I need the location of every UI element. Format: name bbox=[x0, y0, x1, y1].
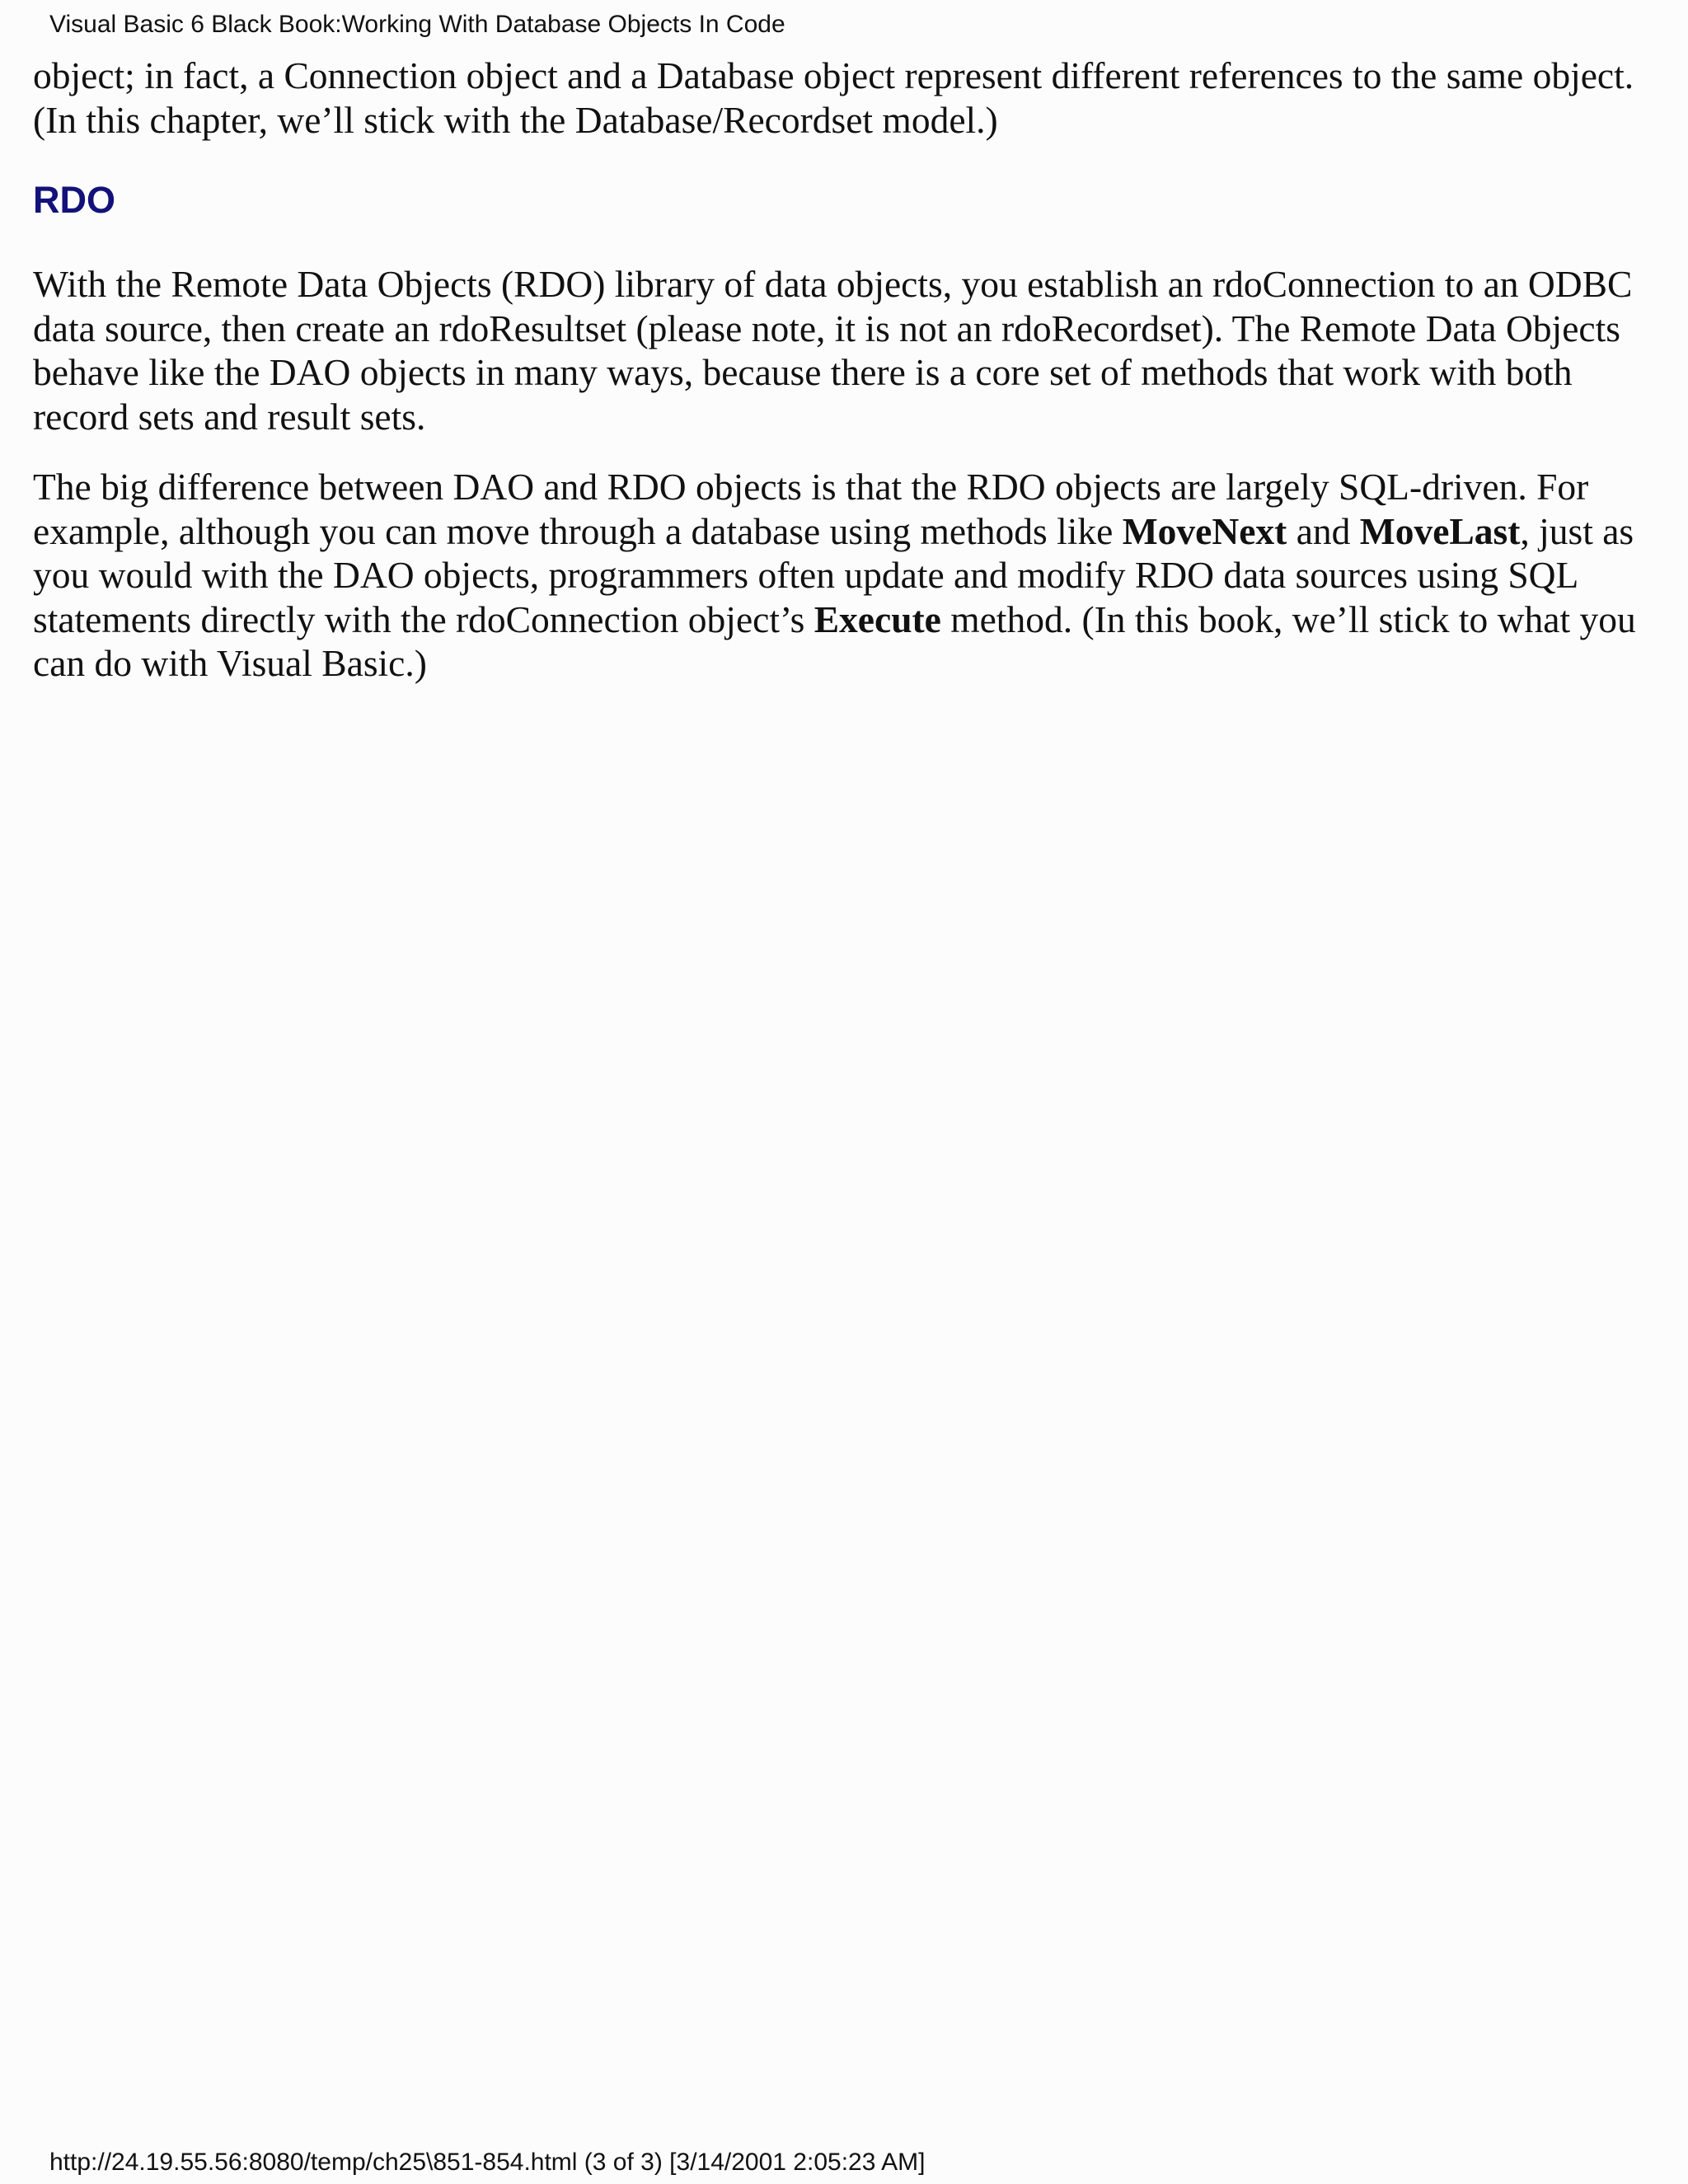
page-header: Visual Basic 6 Black Book:Working With Database Objects In Code bbox=[49, 11, 785, 38]
section-heading-rdo: RDO bbox=[33, 179, 115, 221]
rdo-paragraph-2-text-4: method. (In this book, we’ll stick to what you can do with Visual Basic.) bbox=[33, 598, 1636, 684]
term-movenext: MoveNext bbox=[1122, 509, 1287, 552]
term-movelast: MoveLast bbox=[1359, 509, 1521, 552]
term-execute: Execute bbox=[814, 598, 941, 640]
page-content bbox=[33, 54, 1665, 686]
page-footer: http://24.19.55.56:8080/temp/ch25\851-854.html (3 of 3) [3/14/2001 2:05:23 AM] bbox=[49, 2149, 926, 2176]
rdo-paragraph-2-text-2: and bbox=[1287, 509, 1360, 552]
intro-paragraph: object; in fact, a Connection object and a Database object represent different references to the same object. (In this chapter, we’ll stick with the Database/Recordset model.) bbox=[33, 54, 1634, 141]
rdo-paragraph-2-text-3: , just as you would with the DAO objects, programmers often update and modify RDO data sources using SQL statements directly with the rdoConnection object’s bbox=[33, 509, 1634, 640]
rdo-paragraph-1: With the Remote Data Objects (RDO) library of data objects, you establish an rdoConnection to an ODBC data source, then create an rdoResultset (please note, it is not an rdoRecordset). The Remote Data Objects behave like the DAO objects in many ways, because there is a core set of methods that work with both record sets and result sets. bbox=[33, 263, 1633, 438]
rdo-paragraph-2 bbox=[33, 465, 1665, 686]
rdo-paragraph-2-text-1: The big difference between DAO and RDO objects is that the RDO objects are largely SQL-driven. For example, although you can move through a database using methods like bbox=[33, 466, 1589, 552]
